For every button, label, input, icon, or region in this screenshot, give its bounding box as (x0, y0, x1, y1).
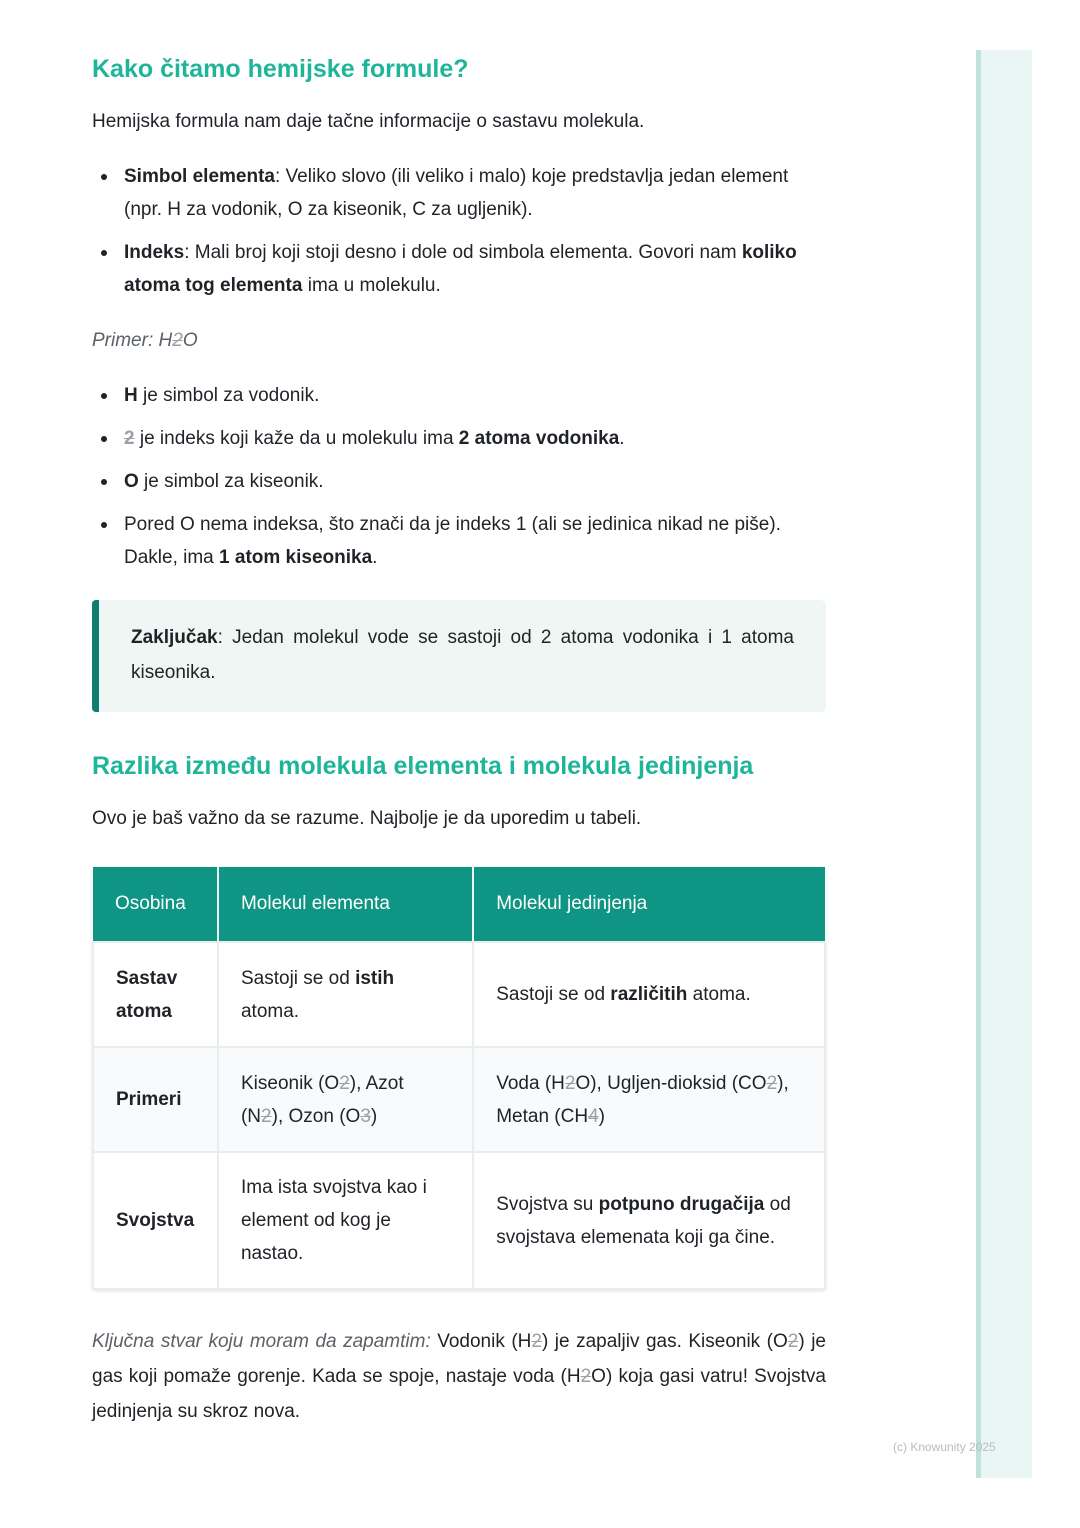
header-cell: Osobina (93, 867, 218, 942)
table-cell: Ima ista svojstva kao i element od kog je nastao. (218, 1152, 473, 1289)
table-cell: Kiseonik (O2), Azot (N2), Ozon (O3) (218, 1047, 473, 1152)
list-item: H je simbol za vodonik. (92, 379, 826, 412)
formula-parts-list (92, 160, 826, 302)
header-cell: Molekul jedinjenja (473, 867, 825, 942)
comparison-table (92, 867, 826, 1290)
table-row (93, 1152, 825, 1289)
side-panel-border (976, 50, 981, 1478)
row-key: Svojstva (93, 1152, 218, 1289)
table-row (93, 1047, 825, 1152)
example-label: Primer: H2O (92, 330, 198, 351)
header-cell: Molekul elementa (218, 867, 473, 942)
table-row (93, 942, 825, 1047)
list-item: 2 je indeks koji kaže da u molekulu ima 2 atoma vodonika. (92, 422, 826, 455)
list-item: Pored O nema indeksa, što znači da je indeks 1 (ali se jedinica nikad ne piše). Dakle, ima 1 atom kiseonika. (92, 508, 826, 574)
section-heading-formulas: Kako čitamo hemijske formule? (92, 55, 469, 83)
conclusion-callout (92, 600, 826, 712)
example-list (92, 379, 826, 574)
table-cell: Voda (H2O), Ugljen-dioksid (CO2), Metan (CH4) (473, 1047, 825, 1152)
callout-accent-bar (92, 600, 99, 712)
copyright-footer: (c) Knowunity 2025 (893, 1440, 996, 1454)
section-heading-comparison: Razlika između molekula elementa i molekula jedinjenja (92, 752, 754, 780)
table-cell: Sastoji se od različitih atoma. (473, 942, 825, 1047)
table-header-row (93, 867, 825, 942)
list-item: O je simbol za kiseonik. (92, 465, 826, 498)
list-item: Indeks: Mali broj koji stoji desno i dole od simbola elementa. Govori nam koliko atoma tog elementa ima u molekulu. (92, 236, 826, 302)
intro-paragraph: Hemijska formula nam daje tačne informacije o sastavu molekula. (92, 111, 645, 132)
table-cell: Svojstva su potpuno drugačija od svojstava elemenata koji ga čine. (473, 1152, 825, 1289)
main-content (92, 50, 826, 1429)
key-takeaway-paragraph: Ključna stvar koju moram da zapamtim: Vodonik (H2) je zapaljiv gas. Kiseonik (O2) je gas koji pomaže gorenje. Kada se spoje, nastaje voda (H2O) koja gasi vatru! Svojstva jedinjenja su skroz nova. (92, 1331, 826, 1422)
table-cell: Sastoji se od istih atoma. (218, 942, 473, 1047)
row-key: Sastav atoma (93, 942, 218, 1047)
row-key: Primeri (93, 1047, 218, 1152)
callout-text: Zaključak: Jedan molekul vode se sastoji od 2 atoma vodonika i 1 atoma kiseonika. (131, 627, 794, 683)
list-item: Simbol elementa: Veliko slovo (ili veliko i malo) koje predstavlja jedan element (npr. H za vodonik, O za kiseonik, C za ugljenik). (92, 160, 826, 226)
side-panel (976, 50, 1032, 1478)
comparison-intro: Ovo je baš važno da se razume. Najbolje je da uporedim u tabeli. (92, 808, 642, 829)
